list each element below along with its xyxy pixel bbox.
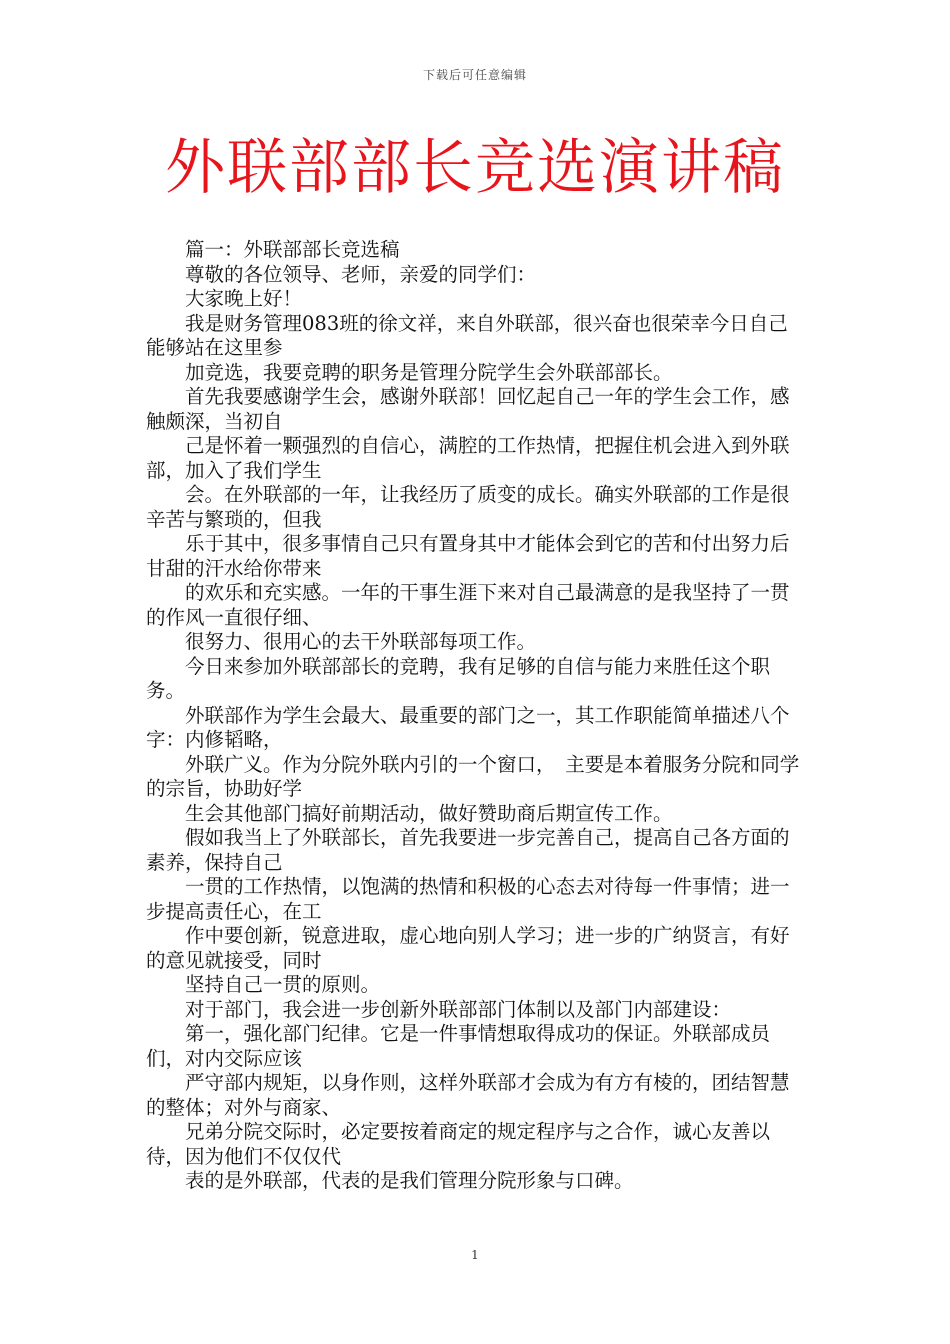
paragraph: 生会其他部门搞好前期活动，做好赞助商后期宣传工作。 (185, 801, 673, 825)
paragraph: 会。在外联部的一年，让我经历了质变的成长。确实外联部的工作是很辛苦与繁琐的，但我 (146, 483, 790, 531)
paragraph: 假如我当上了外联部长，首先我要进一步完善自己，提高自己各方面的素养，保持自己 (146, 826, 790, 874)
document-title: 外联部部长竞选演讲稿 (165, 133, 785, 203)
page-number: 1 (471, 1248, 479, 1262)
paragraph: 己是怀着一颗强烈的自信心，满腔的工作热情，把握住机会进入到外联部，加入了我们学生 (146, 434, 790, 482)
paragraph: 作中要创新，锐意进取，虚心地向别人学习；进一步的广纳贤言，有好的意见就接受，同时 (146, 924, 790, 972)
paragraph: 坚持自己一贯的原则。 (185, 973, 381, 996)
paragraph: 一贯的工作热情，以饱满的热情和积极的心态去对待每一件事情；进一步提高责任心，在工 (146, 875, 790, 923)
paragraph: 今日来参加外联部部长的竞聘，我有足够的自信与能力来胜任这个职务。 (146, 654, 771, 702)
paragraph: 我是财务管理083班的徐文祥，来自外联部，很兴奋也很荣幸今日自己能够站在这里参 (146, 311, 788, 359)
paragraph: 的欢乐和充实感。一年的干事生涯下来对自己最满意的是我坚持了一贯的作风一直很仔细、 (146, 581, 790, 629)
paragraph: 篇一：外联部部长竞选稿 (185, 238, 400, 261)
paragraph: 乐于其中，很多事情自己只有置身其中才能体会到它的苦和付出努力后甘甜的汗水给你带来 (146, 532, 790, 580)
paragraph: 首先我要感谢学生会，感谢外联部！回忆起自己一年的学生会工作，感触颇深，当初自 (146, 385, 790, 433)
paragraph: 第一，强化部门纪律。它是一件事情想取得成功的保证。外联部成员们，对内交际应该 (146, 1022, 771, 1070)
paragraph: 外联部作为学生会最大、最重要的部门之一，其工作职能简单描述八个字：内修韬略， (146, 703, 790, 751)
paragraph: 加竞选，我要竞聘的职务是管理分院学生会外联部部长。 (185, 360, 673, 384)
header-note: 下载后可任意编辑 (422, 68, 527, 82)
paragraph: 大家晚上好！ (185, 287, 303, 310)
paragraph: 对于部门，我会进一步创新外联部部门体制以及部门内部建设： (185, 997, 732, 1021)
paragraph: 表的是外联部，代表的是我们管理分院形象与口碑。 (185, 1169, 634, 1192)
paragraph: 外联广义。作为分院外联内引的一个窗口， 主要是本着服务分院和同学的宗旨，协助好学 (146, 752, 800, 800)
document-body (146, 238, 806, 1194)
paragraph: 兄弟分院交际时，必定要按着商定的规定程序与之合作，诚心友善以待，因为他们不仅仅代 (146, 1120, 771, 1168)
paragraph: 很努力、很用心的去干外联部每项工作。 (185, 630, 537, 653)
paragraph: 严守部内规矩，以身作则，这样外联部才会成为有方有棱的，团结智慧的整体；对外与商家、 (146, 1071, 790, 1119)
paragraph: 尊敬的各位领导、老师，亲爱的同学们： (185, 262, 537, 286)
